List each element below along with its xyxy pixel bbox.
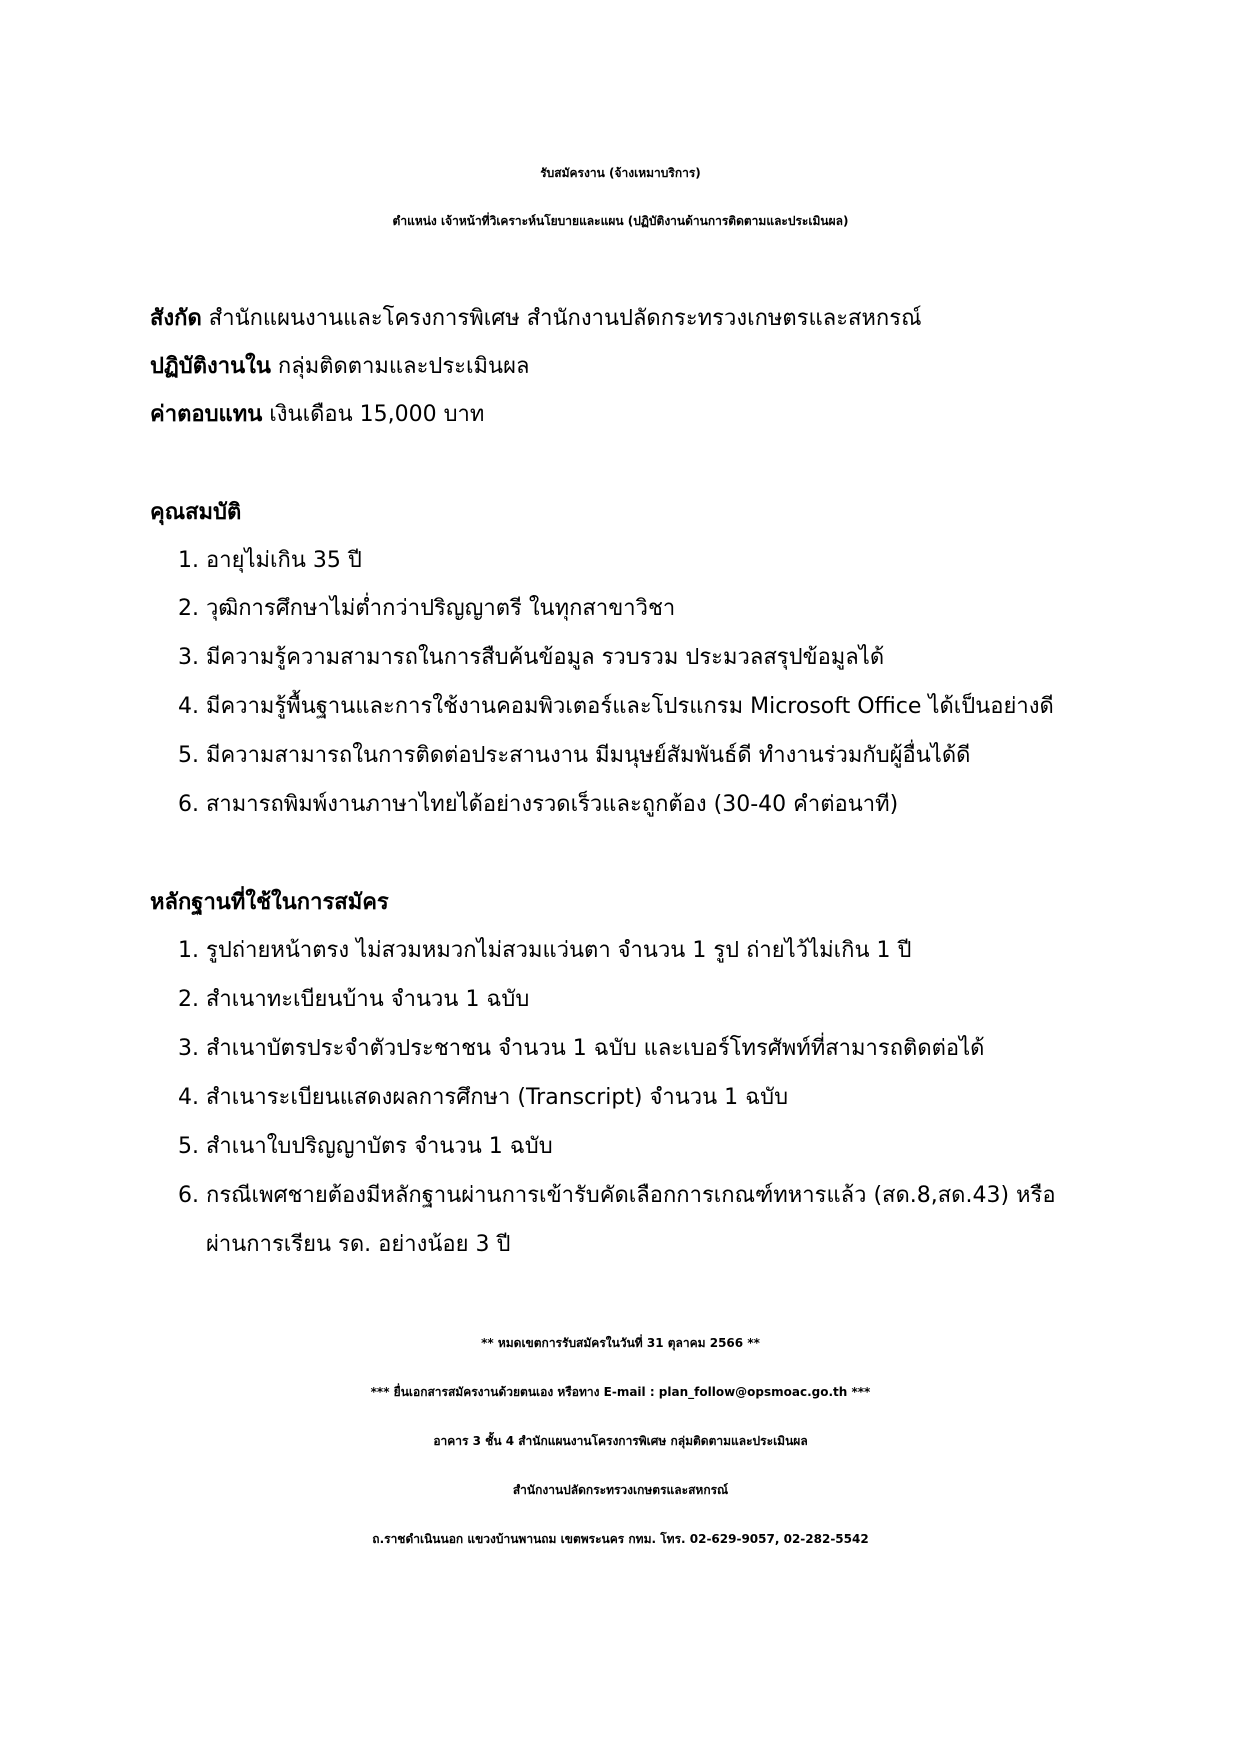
position-title: ตำแหน่ง เจ้าหน้าที่วิเคราะห์นโยบายและแผน (ปฏิบัติงานด้านการติดตามและประเมินผล) xyxy=(392,214,849,228)
document-item: 5. สำเนาใบปริญญาบัตร จำนวน 1 ฉบับ xyxy=(178,1134,553,1159)
qualification-item: 5. มีความสามารถในการติดต่อประสานงาน มีมนุษย์สัมพันธ์ดี ทำงานร่วมกับผู้อื่นได้ดี xyxy=(178,743,971,768)
document-item: 6. กรณีเพศชายต้องมีหลักฐานผ่านการเข้ารับคัดเลือกการเกณฑ์ทหารแล้ว (สด.8,สด.43) หรือ xyxy=(178,1183,1056,1208)
qualification-item: 4. มีความรู้พื้นฐานและการใช้งานคอมพิวเตอร์และโปรแกรม Microsoft Office ได้เป็นอย่างดี xyxy=(178,694,1054,719)
document-item: 3. สำเนาบัตรประจำตัวประชาชน จำนวน 1 ฉบับ และเบอร์โทรศัพท์ที่สามารถติดต่อได้ xyxy=(178,1036,985,1061)
document-item: 4. สำเนาระเบียนแสดงผลการศึกษา (Transcript) จำนวน 1 ฉบับ xyxy=(178,1085,789,1110)
address-line: ถ.ราชดำเนินนอก แขวงบ้านพานถม เขตพระนคร กทม. โทร. 02-629-9057, 02-282-5542 xyxy=(372,1532,869,1546)
building-line: อาคาร 3 ชั้น 4 สำนักแผนงานโครงการพิเศษ กลุ่มติดตามและประเมินผล xyxy=(433,1434,808,1448)
document-item-continuation: ผ่านการเรียน รด. อย่างน้อย 3 ปี xyxy=(206,1232,511,1257)
qualification-item: 2. วุฒิการศึกษาไม่ต่ำกว่าปริญญาตรี ในทุกสาขาวิชา xyxy=(178,596,676,621)
document-item: 2. สำเนาทะเบียนบ้าน จำนวน 1 ฉบับ xyxy=(178,987,530,1012)
office-line: สำนักงานปลัดกระทรวงเกษตรและสหกรณ์ xyxy=(512,1483,729,1497)
pay-label: ค่าตอบแทน xyxy=(150,402,263,427)
work-unit-label: ปฏิบัติงานใน xyxy=(150,354,271,379)
pay-line xyxy=(150,400,484,430)
work-unit-value: กลุ่มติดตามและประเมินผล xyxy=(277,354,530,379)
qualification-item: 1. อายุไม่เกิน 35 ปี xyxy=(178,548,362,573)
documents-title: หลักฐานที่ใช้ในการสมัคร xyxy=(150,890,389,915)
affiliation-value: สำนักแผนงานและโครงการพิเศษ สำนักงานปลัดกระทรวงเกษตรและสหกรณ์ xyxy=(208,306,922,331)
qualification-item: 3. มีความรู้ความสามารถในการสืบค้นข้อมูล รวบรวม ประมวลสรุปข้อมูลได้ xyxy=(178,645,885,670)
qualifications-title: คุณสมบัติ xyxy=(150,500,242,525)
document-item: 1. รูปถ่ายหน้าตรง ไม่สวมหมวกไม่สวมแว่นตา จำนวน 1 รูป ถ่ายไว้ไม่เกิน 1 ปี xyxy=(178,938,912,963)
submission-notice: *** ยื่นเอกสารสมัครงานด้วยตนเอง หรือทาง E-mail : plan_follow@opsmoac.go.th *** xyxy=(370,1385,871,1399)
affiliation-line xyxy=(150,304,921,334)
affiliation-label: สังกัด xyxy=(150,306,202,331)
deadline-notice: ** หมดเขตการรับสมัครในวันที่ 31 ตุลาคม 2566 ** xyxy=(481,1336,760,1350)
pay-value: เงินเดือน 15,000 บาท xyxy=(269,402,485,427)
qualification-item: 6. สามารถพิมพ์งานภาษาไทยได้อย่างรวดเร็วและถูกต้อง (30-40 คำต่อนาที) xyxy=(178,792,899,817)
announcement-title: รับสมัครงาน (จ้างเหมาบริการ) xyxy=(540,166,701,180)
work-unit-line xyxy=(150,352,529,382)
